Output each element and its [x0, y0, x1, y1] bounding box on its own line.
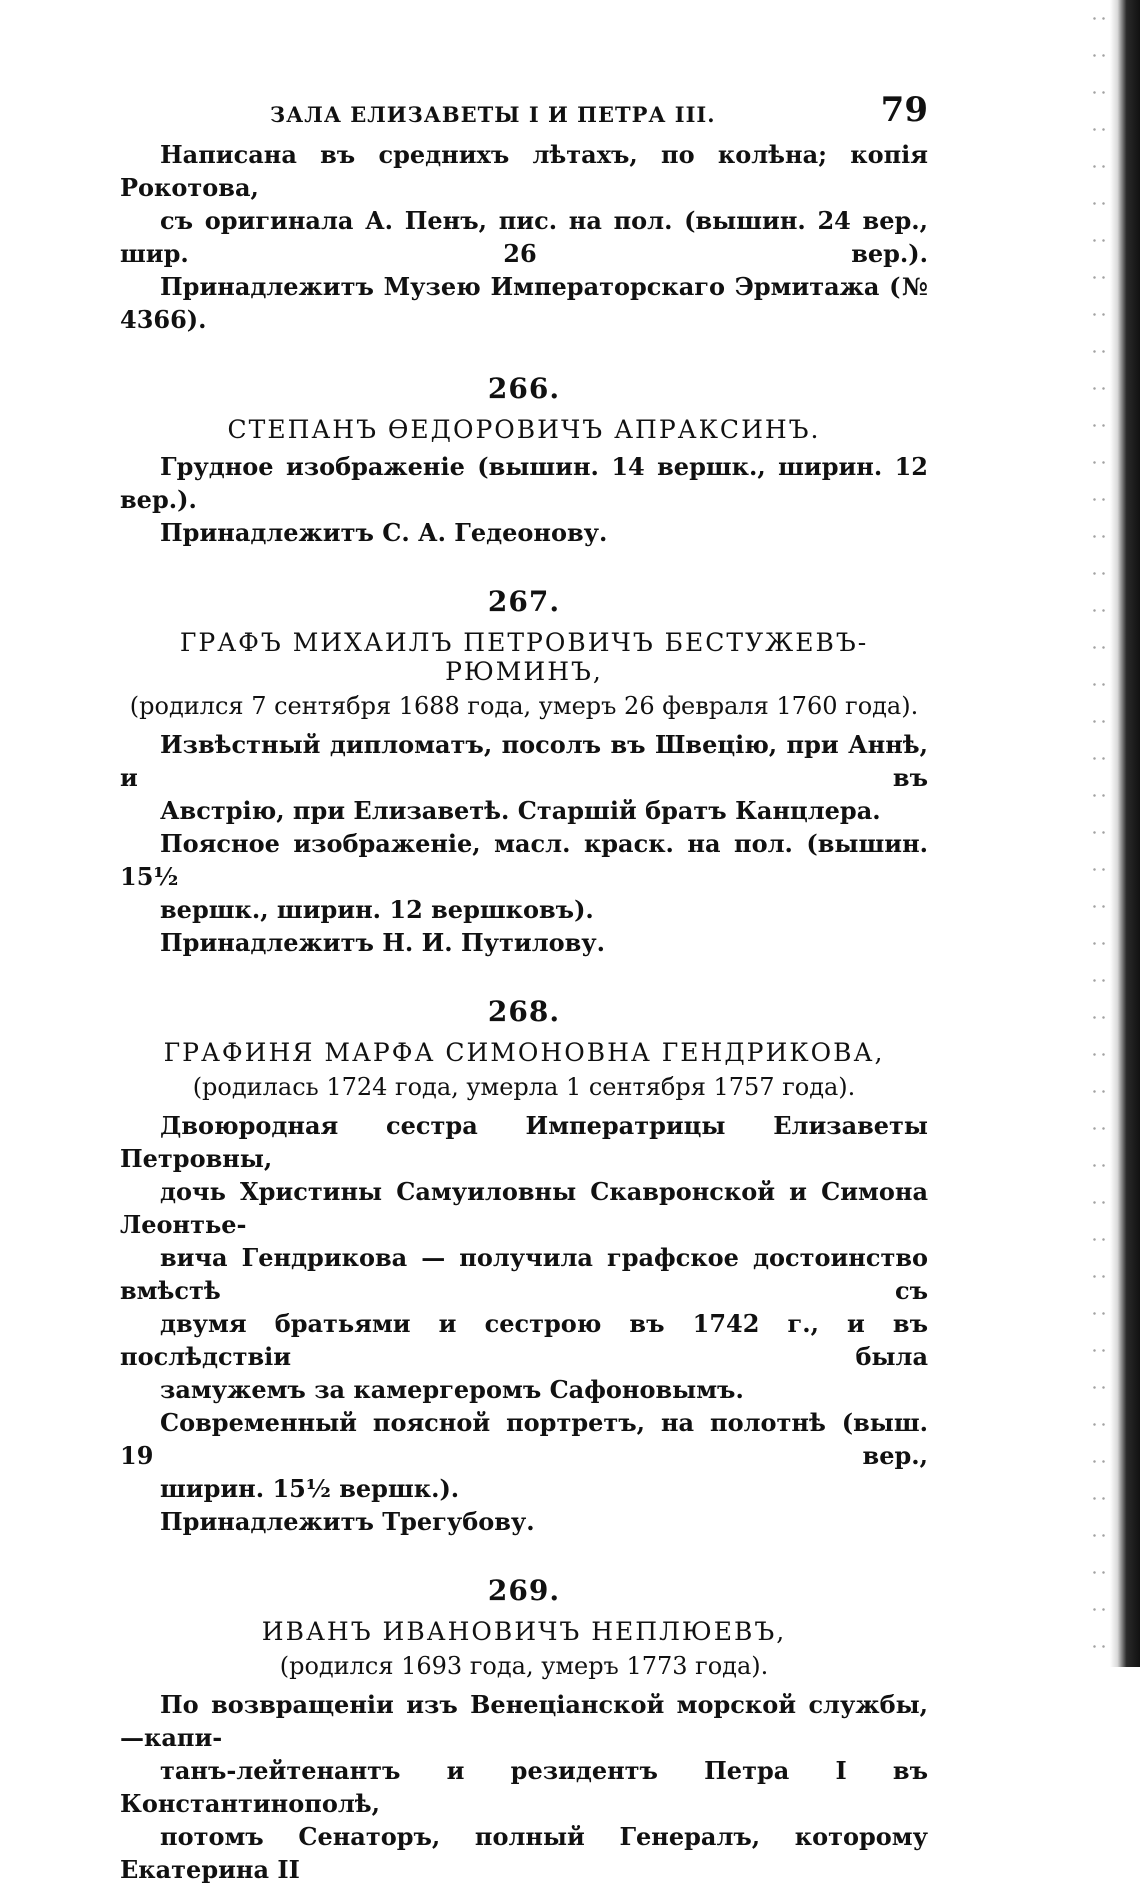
text-line: Грудное изображеніе (вышин. 14 вершк., ширин. 12 вер.). [120, 452, 928, 514]
text-line: По возвращеніи изъ Венеціанской морской службы,—капи- [120, 1690, 928, 1752]
entry-dates: (родилась 1724 года, умерла 1 сентября 1757 года). [192, 1073, 856, 1101]
text-line: Двоюродная сестра Императрицы Елизаветы Петровны, [120, 1111, 928, 1173]
text-line: Извѣстный дипломатъ, посолъ въ Швецію, при Аннѣ, и въ [120, 730, 928, 792]
entry-paragraph [120, 1109, 928, 1406]
entry-dates: (родился 1693 года, умеръ 1773 года). [279, 1652, 769, 1680]
running-head-title: ЗАЛА ЕЛИЗАВЕТЫ I И ПЕТРА III. [270, 102, 716, 127]
catalog-entry [120, 1574, 928, 1886]
entry-paragraph [120, 1688, 928, 1886]
catalog-entry [120, 585, 928, 959]
catalog-entry [120, 995, 928, 1538]
entry-paragraph [120, 926, 928, 959]
text-line: съ оригинала А. Пенъ, пис. на пол. (вышин. 24 вер., шир. 26 вер.). [120, 206, 928, 268]
catalog-entry [120, 372, 928, 549]
running-head [120, 80, 928, 138]
text-line: Принадлежитъ Трегубову. [160, 1507, 535, 1536]
text-line: ширин. 15½ вершк.). [160, 1474, 460, 1503]
entry-paragraph [120, 516, 928, 549]
text-line: танъ-лейтенантъ и резидентъ Петра I въ Константинополѣ, [120, 1756, 928, 1818]
entry-number: 267. [487, 585, 561, 618]
entry-name: ИВАНЪ ИВАНОВИЧЪ НЕПЛЮЕВЪ, [261, 1617, 787, 1646]
entry-paragraph [120, 827, 928, 926]
page-number: 79 [880, 90, 928, 130]
text-line: замужемъ за камергеромъ Сафоновымъ. [160, 1375, 744, 1404]
text-line: Принадлежитъ С. А. Гедеонову. [160, 518, 608, 547]
text-line: Австрію, при Елизаветѣ. Старшій братъ Канцлера. [160, 796, 881, 825]
text-line: Современный поясной портретъ, на полотнѣ (выш. 19 вер., [120, 1408, 928, 1470]
entry-name: ГРАФЪ МИХАИЛЪ ПЕТРОВИЧЪ БЕСТУЖЕВЪ-РЮМИНЪ, [179, 628, 869, 686]
text-line: Написана въ среднихъ лѣтахъ, по колѣна; копія Рокотова, [120, 140, 928, 202]
text-line: двумя братьями и сестрою въ 1742 г., и въ послѣдствіи была [120, 1309, 928, 1371]
entry-dates: (родился 7 сентября 1688 года, умеръ 26 февраля 1760 года). [129, 692, 919, 720]
text-line: Принадлежитъ Музею Императорскаго Эрмитажа (№ 4366). [120, 272, 928, 334]
text-line: Поясное изображеніе, масл. краск. на пол. (вышин. 15½ [120, 829, 928, 891]
entry-name: СТЕПАНЪ ѲЕДОРОВИЧЪ АПРАКСИНЪ. [227, 415, 821, 444]
intro-paragraph [120, 138, 928, 336]
entry-paragraph [120, 1505, 928, 1538]
entry-paragraph [120, 450, 928, 516]
text-line: Принадлежитъ Н. И. Путилову. [160, 928, 606, 957]
entry-number: 269. [487, 1574, 561, 1607]
entry-paragraph [120, 728, 928, 827]
entry-number: 268. [487, 995, 561, 1028]
text-line: вича Гендрикова — получила графское достоинство вмѣстѣ съ [120, 1243, 928, 1305]
scan-edge [1110, 0, 1140, 1667]
text-line: вершк., ширин. 12 вершковъ). [160, 895, 594, 924]
entry-number: 266. [487, 372, 561, 405]
entry-name: ГРАФИНЯ МАРФА СИМОНОВНА ГЕНДРИКОВА, [163, 1038, 885, 1067]
scan-edge-specks [1090, 0, 1110, 1667]
book-page [120, 80, 928, 1886]
text-line: потомъ Сенаторъ, полный Генералъ, которому Екатерина II [120, 1822, 928, 1884]
text-line: дочь Христины Самуиловны Скавронской и Симона Леонтье- [120, 1177, 928, 1239]
entries-list [120, 372, 928, 1886]
entry-paragraph [120, 1406, 928, 1505]
